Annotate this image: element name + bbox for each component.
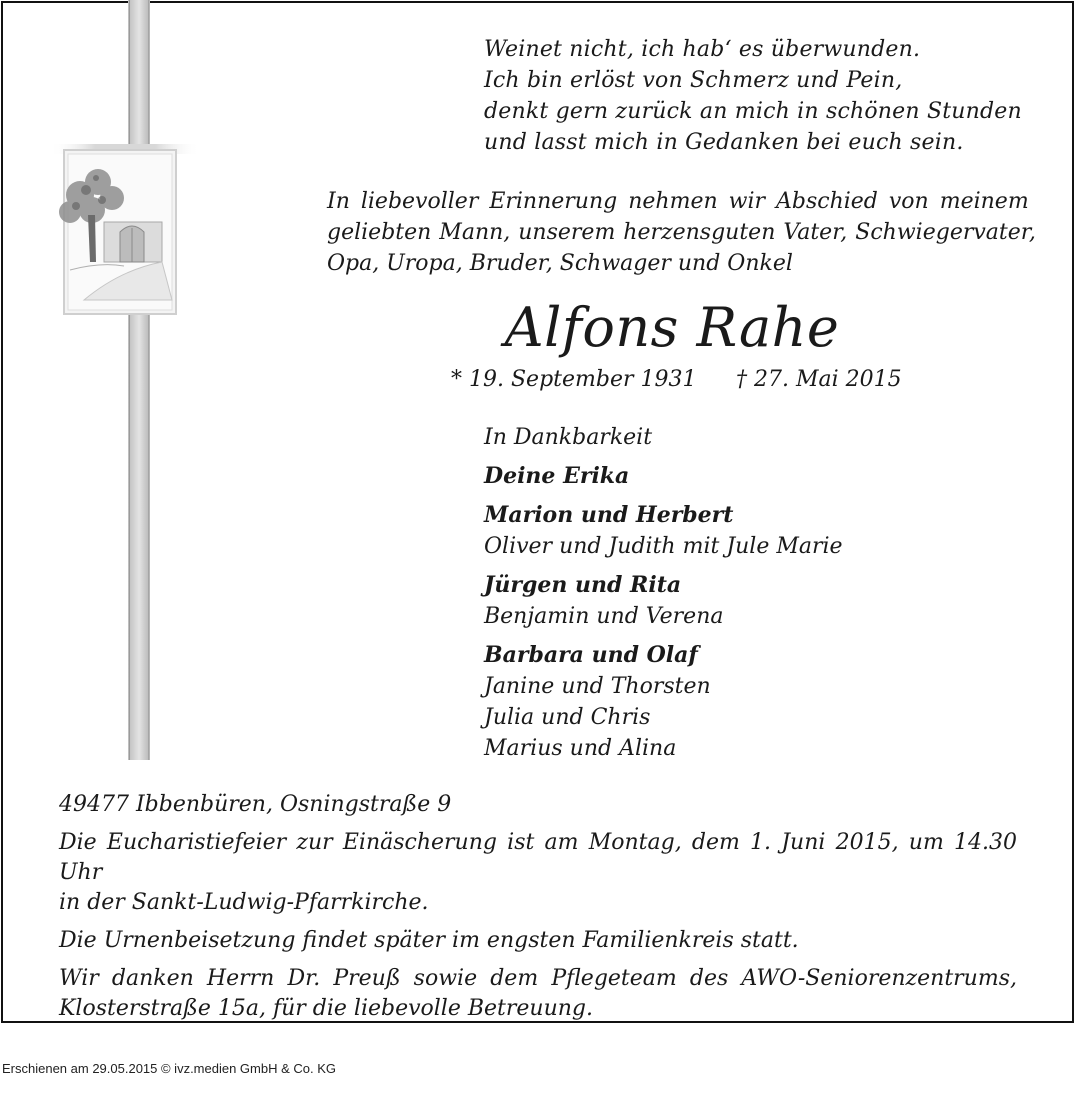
family-head: Deine Erika bbox=[484, 463, 630, 489]
urn-burial-note: Die Urnenbeisetzung findet später im engsten Familienkreis statt. bbox=[59, 928, 799, 953]
family-member: Marius und Alina bbox=[484, 736, 677, 761]
family-head: Marion und Herbert bbox=[484, 502, 734, 528]
family-member: Oliver und Judith mit Jule Marie bbox=[484, 534, 843, 559]
service-details bbox=[59, 790, 1017, 1024]
address: 49477 Ibbenbüren, Osningstraße 9 bbox=[59, 792, 452, 817]
intro-line: geliebten Mann, unserem herzensguten Vater, Schwiegervater, bbox=[327, 220, 1036, 245]
intro-line: Opa, Uropa, Bruder, Schwager und Onkel bbox=[327, 251, 793, 276]
thanks-line: Klosterstraße 15a, für die liebevolle Betreuung. bbox=[59, 996, 594, 1021]
service-line: Die Eucharistiefeier zur Einäscherung ist am Montag, dem 1. Juni 2015, um 14.30 Uhr bbox=[59, 830, 1017, 885]
intro-line: In liebevoller Erinnerung nehmen wir Abschied von meinem bbox=[327, 189, 1029, 214]
poem-line: Ich bin erlöst von Schmerz und Pein, bbox=[484, 68, 903, 93]
service-line: in der Sankt-Ludwig-Pfarrkirche. bbox=[59, 890, 429, 915]
death-date: † 27. Mai 2015 bbox=[736, 367, 902, 392]
family-member: Janine und Thorsten bbox=[484, 674, 711, 699]
publication-footer: Erschienen am 29.05.2015 © ivz.medien GmbH & Co. KG bbox=[2, 1061, 337, 1076]
thanks-line: Wir danken Herrn Dr. Preuß sowie dem Pflegeteam des AWO-Seniorenzentrums, bbox=[59, 966, 1017, 991]
poem-line: denkt gern zurück an mich in schönen Stunden bbox=[484, 99, 1022, 124]
poem bbox=[484, 34, 1022, 158]
family-head: Barbara und Olaf bbox=[484, 642, 698, 668]
family-member: Benjamin und Verena bbox=[484, 604, 724, 629]
family-head: Jürgen und Rita bbox=[484, 572, 682, 598]
family-intro: In Dankbarkeit bbox=[484, 425, 653, 450]
intro-text bbox=[327, 186, 1036, 279]
poem-line: Weinet nicht, ich hab‘ es überwunden. bbox=[484, 37, 921, 62]
family-member: Julia und Chris bbox=[484, 705, 651, 730]
birth-date: * 19. September 1931 bbox=[451, 367, 697, 392]
poem-line: und lasst mich in Gedanken bei euch sein. bbox=[484, 130, 964, 155]
cross-with-garden-illustration bbox=[40, 0, 210, 770]
family-list bbox=[484, 422, 843, 764]
deceased-name: Alfons Rahe bbox=[504, 296, 840, 359]
